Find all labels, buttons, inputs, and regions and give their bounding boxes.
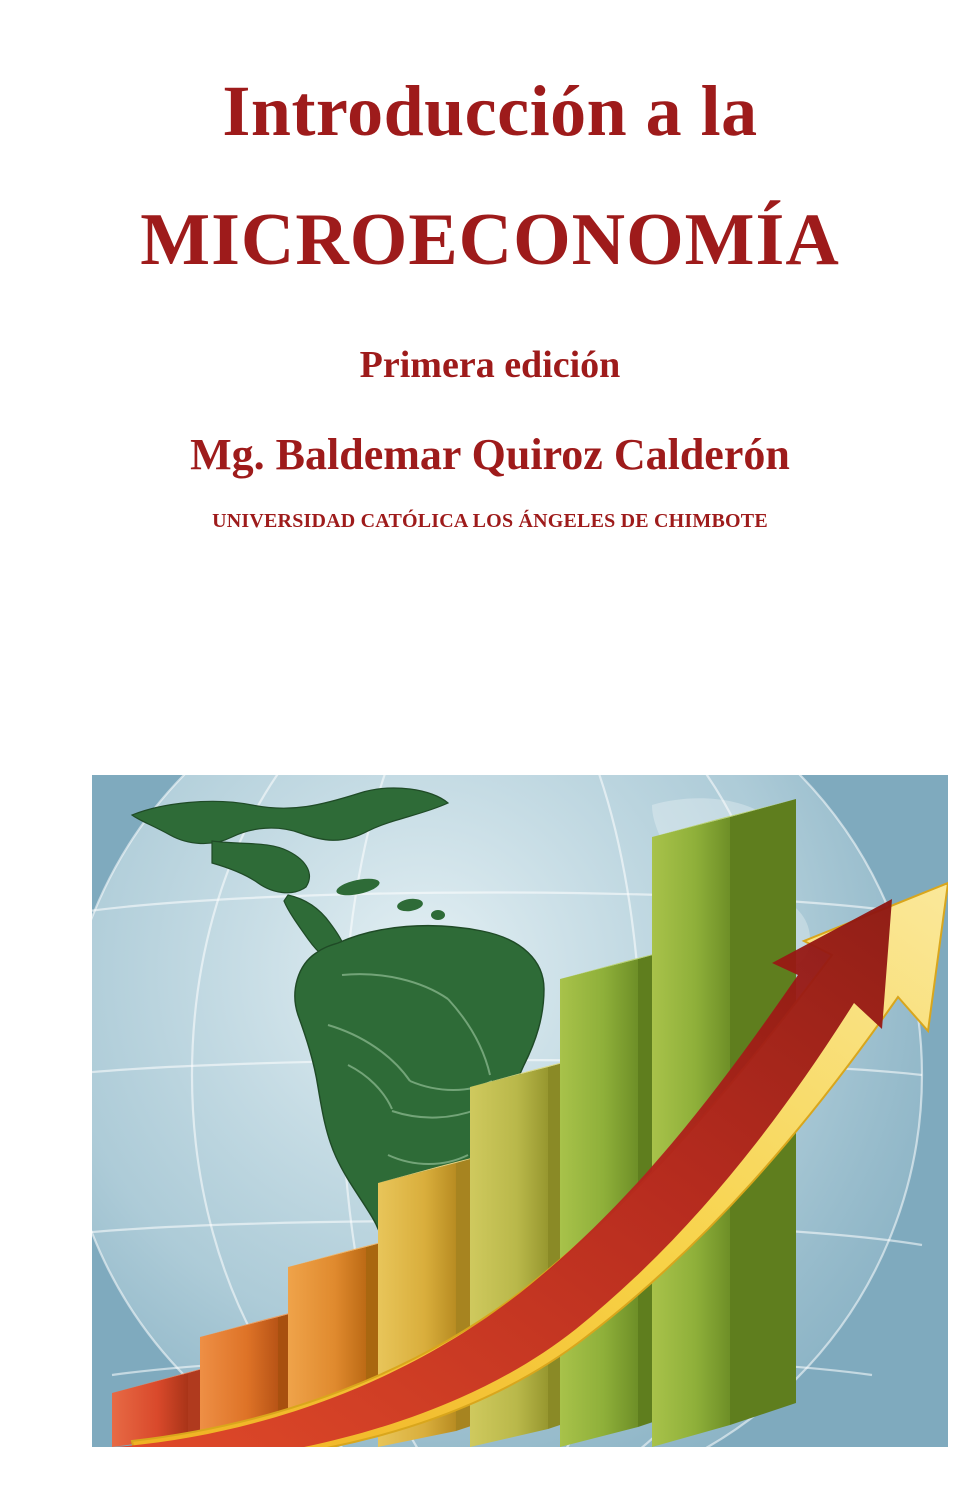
globe-growth-bars-illustration (92, 775, 948, 1447)
title-block (0, 0, 980, 533)
page-title-line-2: MICROECONOMÍA (140, 198, 840, 281)
university-name: UNIVERSIDAD CATÓLICA LOS ÁNGELES DE CHIMBOTE (212, 509, 768, 532)
author-name: Mg. Baldemar Quiroz Calderón (190, 429, 790, 479)
page-title-line-1: Introducción a la (222, 71, 758, 151)
edition-label: Primera edición (359, 343, 621, 386)
